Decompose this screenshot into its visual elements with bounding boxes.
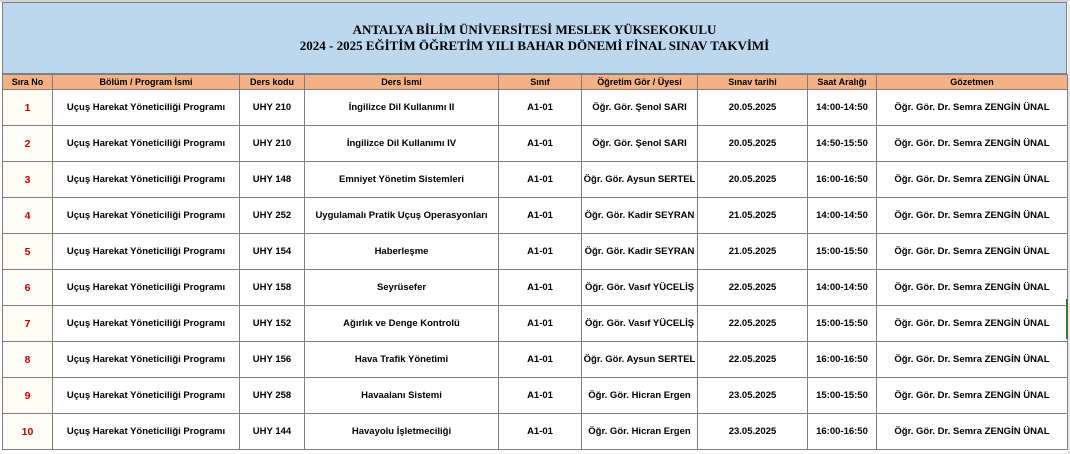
- cell-no[interactable]: 4: [3, 198, 53, 234]
- cell-date[interactable]: 23.05.2025: [698, 414, 808, 450]
- cell-program[interactable]: Uçuş Harekat Yöneticiliği Programı: [53, 342, 240, 378]
- cell-no[interactable]: 7: [3, 306, 53, 342]
- cell-date[interactable]: 20.05.2025: [698, 126, 808, 162]
- cell-program[interactable]: Uçuş Harekat Yöneticiliği Programı: [53, 270, 240, 306]
- cell-room[interactable]: A1-01: [499, 126, 582, 162]
- cell-time[interactable]: 16:00-16:50: [808, 414, 877, 450]
- cell-program[interactable]: Uçuş Harekat Yöneticiliği Programı: [53, 306, 240, 342]
- table-row: [3, 306, 1068, 342]
- cell-date[interactable]: 22.05.2025: [698, 306, 808, 342]
- exam-schedule-sheet: [2, 2, 1067, 450]
- cell-time[interactable]: 14:00-14:50: [808, 198, 877, 234]
- cell-room[interactable]: A1-01: [499, 198, 582, 234]
- cell-date[interactable]: 22.05.2025: [698, 342, 808, 378]
- cell-course[interactable]: Uygulamalı Pratik Uçuş Operasyonları: [305, 198, 499, 234]
- cell-time[interactable]: 15:00-15:50: [808, 234, 877, 270]
- cell-course[interactable]: İngilizce Dil Kullanımı II: [305, 90, 499, 126]
- col-header-course[interactable]: Ders İsmi: [305, 75, 499, 90]
- cell-proctor[interactable]: Öğr. Gör. Dr. Semra ZENGİN ÜNAL: [877, 234, 1068, 270]
- cell-course[interactable]: İngilizce Dil Kullanımı IV: [305, 126, 499, 162]
- col-header-instructor[interactable]: Öğretim Gör / Üyesi: [582, 75, 698, 90]
- cell-course[interactable]: Emniyet Yönetim Sistemleri: [305, 162, 499, 198]
- cell-program[interactable]: Uçuş Harekat Yöneticiliği Programı: [53, 162, 240, 198]
- cell-room[interactable]: A1-01: [499, 162, 582, 198]
- cell-code[interactable]: UHY 152: [240, 306, 305, 342]
- cell-program[interactable]: Uçuş Harekat Yöneticiliği Programı: [53, 378, 240, 414]
- title-line-2: 2024 - 2025 EĞİTİM ÖĞRETİM YILI BAHAR DÖNEMİ FİNAL SINAV TAKVİMİ: [299, 38, 770, 53]
- cell-course[interactable]: Havayolu İşletmeciliği: [305, 414, 499, 450]
- table-row: [3, 378, 1068, 414]
- cell-no[interactable]: 8: [3, 342, 53, 378]
- cell-program[interactable]: Uçuş Harekat Yöneticiliği Programı: [53, 198, 240, 234]
- col-header-no[interactable]: Sıra No: [3, 75, 53, 90]
- title-line-1: ANTALYA BİLİM ÜNİVERSİTESİ MESLEK YÜKSEKOKULU: [352, 22, 717, 37]
- cell-proctor[interactable]: Öğr. Gör. Dr. Semra ZENGİN ÜNAL: [877, 414, 1068, 450]
- cell-course[interactable]: Seyrüsefer: [305, 270, 499, 306]
- col-header-time[interactable]: Saat Aralığı: [808, 75, 877, 90]
- col-header-proctor[interactable]: Gözetmen: [877, 75, 1068, 90]
- cell-no[interactable]: 10: [3, 414, 53, 450]
- cell-no[interactable]: 3: [3, 162, 53, 198]
- cell-instructor[interactable]: Öğr. Gör. Şenol SARI: [582, 90, 698, 126]
- cell-instructor[interactable]: Öğr. Gör. Şenol SARI: [582, 126, 698, 162]
- cell-program[interactable]: Uçuş Harekat Yöneticiliği Programı: [53, 234, 240, 270]
- cell-code[interactable]: UHY 210: [240, 90, 305, 126]
- col-header-code[interactable]: Ders kodu: [240, 75, 305, 90]
- table-row: [3, 414, 1068, 450]
- table-row: [3, 270, 1068, 306]
- table-row: [3, 342, 1068, 378]
- cell-room[interactable]: A1-01: [499, 378, 582, 414]
- cell-time[interactable]: 14:50-15:50: [808, 126, 877, 162]
- cell-date[interactable]: 23.05.2025: [698, 378, 808, 414]
- cell-instructor[interactable]: Öğr. Gör. Aysun SERTEL: [582, 162, 698, 198]
- cell-no[interactable]: 5: [3, 234, 53, 270]
- cell-code[interactable]: UHY 156: [240, 342, 305, 378]
- cell-date[interactable]: 21.05.2025: [698, 234, 808, 270]
- title-banner[interactable]: [2, 2, 1067, 74]
- cell-code[interactable]: UHY 154: [240, 234, 305, 270]
- cell-instructor[interactable]: Öğr. Gör. Vasıf YÜCELİŞ: [582, 306, 698, 342]
- cell-course[interactable]: Havaalanı Sistemi: [305, 378, 499, 414]
- cell-time[interactable]: 14:00-14:50: [808, 270, 877, 306]
- cell-room[interactable]: A1-01: [499, 90, 582, 126]
- col-header-date[interactable]: Sınav tarihi: [698, 75, 808, 90]
- cell-proctor[interactable]: Öğr. Gör. Dr. Semra ZENGİN ÜNAL: [877, 378, 1068, 414]
- cell-room[interactable]: A1-01: [499, 342, 582, 378]
- cell-course[interactable]: Hava Trafik Yönetimi: [305, 342, 499, 378]
- cell-instructor[interactable]: Öğr. Gör. Aysun SERTEL: [582, 342, 698, 378]
- cell-proctor[interactable]: Öğr. Gör. Dr. Semra ZENGİN ÜNAL: [877, 126, 1068, 162]
- cell-code[interactable]: UHY 210: [240, 126, 305, 162]
- cell-date[interactable]: 22.05.2025: [698, 270, 808, 306]
- cell-instructor[interactable]: Öğr. Gör. Kadir SEYRAN: [582, 234, 698, 270]
- col-header-program[interactable]: Bölüm / Program İsmi: [53, 75, 240, 90]
- cell-program[interactable]: Uçuş Harekat Yöneticiliği Programı: [53, 126, 240, 162]
- cell-time[interactable]: 14:00-14:50: [808, 90, 877, 126]
- cell-room[interactable]: A1-01: [499, 306, 582, 342]
- cell-proctor[interactable]: Öğr. Gör. Dr. Semra ZENGİN ÜNAL: [877, 342, 1068, 378]
- cell-proctor[interactable]: Öğr. Gör. Dr. Semra ZENGİN ÜNAL: [877, 270, 1068, 306]
- cell-room[interactable]: A1-01: [499, 234, 582, 270]
- cell-no[interactable]: 2: [3, 126, 53, 162]
- table-row: [3, 234, 1068, 270]
- cell-code[interactable]: UHY 148: [240, 162, 305, 198]
- schedule-body: [3, 90, 1068, 450]
- table-row: [3, 162, 1068, 198]
- cell-program[interactable]: Uçuş Harekat Yöneticiliği Programı: [53, 414, 240, 450]
- cell-instructor[interactable]: Öğr. Gör. Hicran Ergen: [582, 378, 698, 414]
- cell-code[interactable]: UHY 252: [240, 198, 305, 234]
- schedule-table: [2, 74, 1068, 450]
- cell-proctor[interactable]: Öğr. Gör. Dr. Semra ZENGİN ÜNAL: [877, 162, 1068, 198]
- cell-no[interactable]: 6: [3, 270, 53, 306]
- col-header-room[interactable]: Sınıf: [499, 75, 582, 90]
- header-row: [3, 75, 1068, 90]
- cell-code[interactable]: UHY 144: [240, 414, 305, 450]
- cell-instructor[interactable]: Öğr. Gör. Hicran Ergen: [582, 414, 698, 450]
- cell-code[interactable]: UHY 258: [240, 378, 305, 414]
- cell-proctor[interactable]: Öğr. Gör. Dr. Semra ZENGİN ÜNAL: [877, 198, 1068, 234]
- cell-proctor[interactable]: Öğr. Gör. Dr. Semra ZENGİN ÜNAL: [877, 90, 1068, 126]
- cell-room[interactable]: A1-01: [499, 270, 582, 306]
- cell-date[interactable]: 20.05.2025: [698, 90, 808, 126]
- cell-time[interactable]: 16:00-16:50: [808, 342, 877, 378]
- cell-date[interactable]: 20.05.2025: [698, 162, 808, 198]
- cell-room[interactable]: A1-01: [499, 414, 582, 450]
- table-row: [3, 198, 1068, 234]
- cell-date[interactable]: 21.05.2025: [698, 198, 808, 234]
- cell-proctor[interactable]: Öğr. Gör. Dr. Semra ZENGİN ÜNAL: [877, 306, 1068, 342]
- table-row: [3, 126, 1068, 162]
- cell-course[interactable]: Ağırlık ve Denge Kontrolü: [305, 306, 499, 342]
- cell-time[interactable]: 15:00-15:50: [808, 378, 877, 414]
- cell-time[interactable]: 16:00-16:50: [808, 162, 877, 198]
- cell-instructor[interactable]: Öğr. Gör. Kadir SEYRAN: [582, 198, 698, 234]
- cell-no[interactable]: 1: [3, 90, 53, 126]
- cell-course[interactable]: Haberleşme: [305, 234, 499, 270]
- cell-instructor[interactable]: Öğr. Gör. Vasıf YÜCELİŞ: [582, 270, 698, 306]
- table-row: [3, 90, 1068, 126]
- cell-code[interactable]: UHY 158: [240, 270, 305, 306]
- selected-cell-indicator: [1066, 299, 1068, 339]
- cell-program[interactable]: Uçuş Harekat Yöneticiliği Programı: [53, 90, 240, 126]
- cell-time[interactable]: 15:00-15:50: [808, 306, 877, 342]
- cell-no[interactable]: 9: [3, 378, 53, 414]
